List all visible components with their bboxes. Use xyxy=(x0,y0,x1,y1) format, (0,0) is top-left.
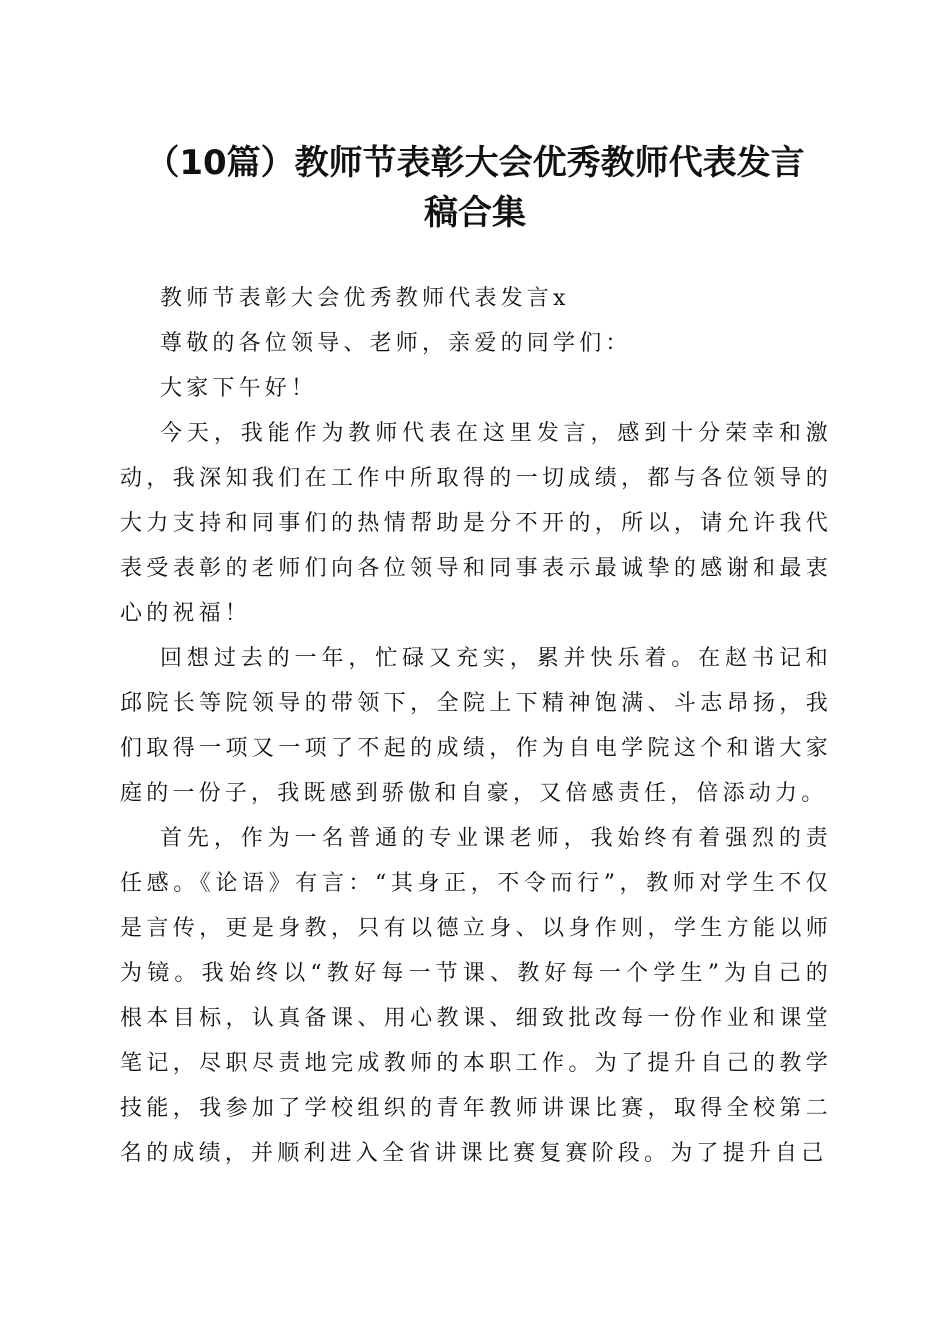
title-line-2: 稿合集 xyxy=(424,193,526,233)
paragraph-intro: 今天，我能作为教师代表在这里发言，感到十分荣幸和激动，我深知我们在工作中所取得的一切成绩，都与各位领导的大力支持和同事们的热情帮助是分不开的，所以，请允许我代表受表彰的老师们向各位领导和同事表示最诚挚的感谢和最衷心的祝福！ xyxy=(120,421,832,626)
paragraph-heading: 教师节表彰大会优秀教师代表发言x xyxy=(160,286,570,311)
paragraph-salutation: 尊敬的各位领导、老师，亲爱的同学们： xyxy=(160,331,632,356)
paragraph-greeting: 大家下午好！ xyxy=(160,376,318,401)
document-body xyxy=(120,276,832,1176)
paragraph-responsibility: 首先，作为一名普通的专业课老师，我始终有着强烈的责任感。《论语》有言：“其身正，不令而行”，教师对学生不仅是言传，更是身教，只有以德立身、以身作则，学生方能以师为镜。我始终以“教好每一节课、教好每一个学生”为自己的根本目标，认真备课、用心教课、细致批改每一份作业和课堂笔记，尽职尽责地完成教师的本职工作。为了提升自己的教学技能，我参加了学校组织的青年教师讲课比赛，取得全校第二名的成绩，并顺利进入全省讲课比赛复赛阶段。为了提升自己 xyxy=(120,826,832,1166)
paragraph-review: 回想过去的一年，忙碌又充实，累并快乐着。在赵书记和邱院长等院领导的带领下，全院上下精神饱满、斗志昂扬，我们取得一项又一项了不起的成绩，作为自电学院这个和谐大家庭的一份子，我既感到骄傲和自豪，又倍感责任，倍添动力。 xyxy=(120,646,832,806)
document-title xyxy=(120,138,830,238)
title-line-1: （10篇）教师节表彰大会优秀教师代表发言 xyxy=(145,143,805,183)
